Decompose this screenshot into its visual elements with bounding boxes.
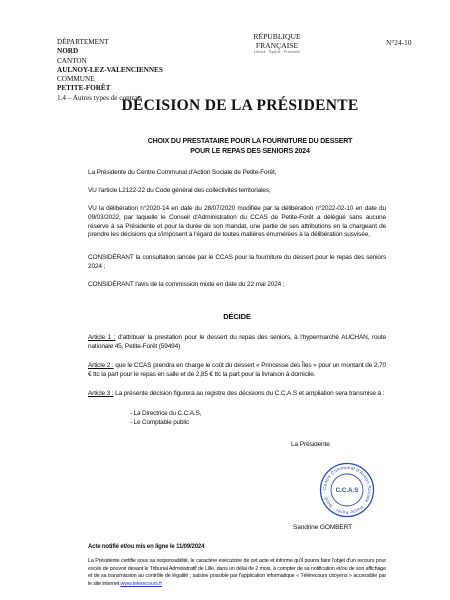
preamble-vu-deliberation: VU la délibération n°2020-14 en date du 28/07/2020 modifiée par la délibération n°2022-02-10 en date du 09/03/2022, par laquelle le Conseil d'Administration du CCAS de Petite-Forêt a délégué sans aucune réserve à sa Présidente et pour la durée de son mandat, une partie de ses attributions en la chargeant de prendre les décisions qui s'imposent à l'égard de toutes matières énumérées à la délibération susvisée, bbox=[88, 205, 386, 239]
ccas-stamp bbox=[319, 462, 375, 518]
decision-subject bbox=[0, 137, 450, 157]
republic-motto: Liberté · Égalité · Fraternité bbox=[253, 50, 301, 54]
document-title: DÉCISION DE LA PRÉSIDENTE bbox=[121, 97, 359, 114]
header-admin-block bbox=[57, 38, 163, 103]
decide-heading: DÉCIDE bbox=[223, 312, 251, 321]
legal-notice-text: La Présidente certifie sous sa responsabilité, le caractère exécutoire de cet acte et informe qu'il pourra faire l'objet d'un recours pour excès de pouvoir devant le Tribunal Administratif de Lille, dans un délai de 2 mois, à compter de sa notification et/ou de son affichage et de sa transmission au contrôle de légalité ; saisine possible par l'application informatique « Télérecours citoyens » accessible par le site internet bbox=[88, 558, 386, 587]
subject-line-2: POUR LE REPAS DES SENIORS 2024 bbox=[190, 148, 310, 155]
article-1-label: Article 1 : bbox=[88, 334, 116, 341]
article-3-text: La présente décision figurera au registre des décisions du C.C.A.S et ampliation sera transmise à : bbox=[113, 390, 385, 397]
article-2-label: Article 2 : bbox=[88, 362, 114, 369]
article-3 bbox=[88, 390, 386, 399]
department-label: DÉPARTEMENT bbox=[57, 38, 109, 46]
preamble-president: La Présidente du Centre Communal d'Action Sociale de Petite-Forêt, bbox=[88, 169, 277, 176]
department-name: NORD bbox=[57, 47, 79, 56]
article-2-text: que le CCAS prendra en charge le coût du dessert « Princesse des Îles » pour un montant de 2,70 € ttc la part pour le repas en salle et de 2,85 € ttc la part pour la livraison à domicile. bbox=[88, 362, 386, 378]
act-category: 1.4 – Autres types de contrats bbox=[57, 93, 143, 102]
preamble-considerant-commission: CONSIDÉRANT l'avis de la commission mixte en date du 22 mai 2024 ; bbox=[88, 281, 285, 288]
recipient-item: - Le Comptable public bbox=[130, 418, 190, 426]
subject-line-1: CHOIX DU PRESTATAIRE POUR LA FOURNITURE DU DESSERT bbox=[147, 138, 353, 145]
signatory-title: La Présidente bbox=[291, 441, 330, 448]
canton-label: CANTON bbox=[57, 56, 87, 65]
notification-date: Acte notifié et/ou mis en ligne le 11/09/2024 bbox=[88, 544, 205, 550]
preamble-vu-cgct: VU l'article L2122-22 du Code général des collectivités territoriales, bbox=[88, 187, 271, 194]
article-3-label: Article 3 : bbox=[88, 390, 114, 397]
stamp-ring-text: Centre Communal d'Action Sociale · Petite Forêt · Nord · bbox=[321, 464, 373, 516]
telerecours-link[interactable]: www.telerecours.fr bbox=[120, 580, 163, 587]
commune-label: COMMUNE bbox=[57, 75, 95, 84]
republic-header bbox=[232, 32, 322, 54]
stamp-seal-icon bbox=[319, 462, 375, 518]
article-1 bbox=[88, 334, 386, 352]
canton-name: AULNOY-LEZ-VALENCIENNES bbox=[57, 65, 163, 74]
article-2 bbox=[88, 362, 386, 380]
signatory-name: Sandrine GOMBERT bbox=[293, 524, 353, 531]
recipients-list bbox=[130, 410, 201, 428]
commune-name: PETITE-FORÊT bbox=[57, 84, 111, 93]
decision-number: N°24-10 bbox=[386, 38, 412, 47]
republic-label: RÉPUBLIQUE FRANÇAISE bbox=[253, 32, 301, 50]
article-1-text: d'attribuer la prestation pour le dessert du repas des seniors, à l'hypermarché AUCHAN, route nationale 45, Petite-Forêt (59494) bbox=[88, 334, 386, 350]
stamp-center-text: C.C.A.S bbox=[335, 487, 359, 494]
recipient-item: - La Directrice du C.C.A.S, bbox=[130, 410, 202, 417]
preamble-considerant-consultation: CONSIDÉRANT la consultation lancée par le CCAS pour la fourniture du dessert pour le repas des seniors 2024 ; bbox=[88, 254, 386, 270]
legal-notice bbox=[88, 558, 386, 588]
